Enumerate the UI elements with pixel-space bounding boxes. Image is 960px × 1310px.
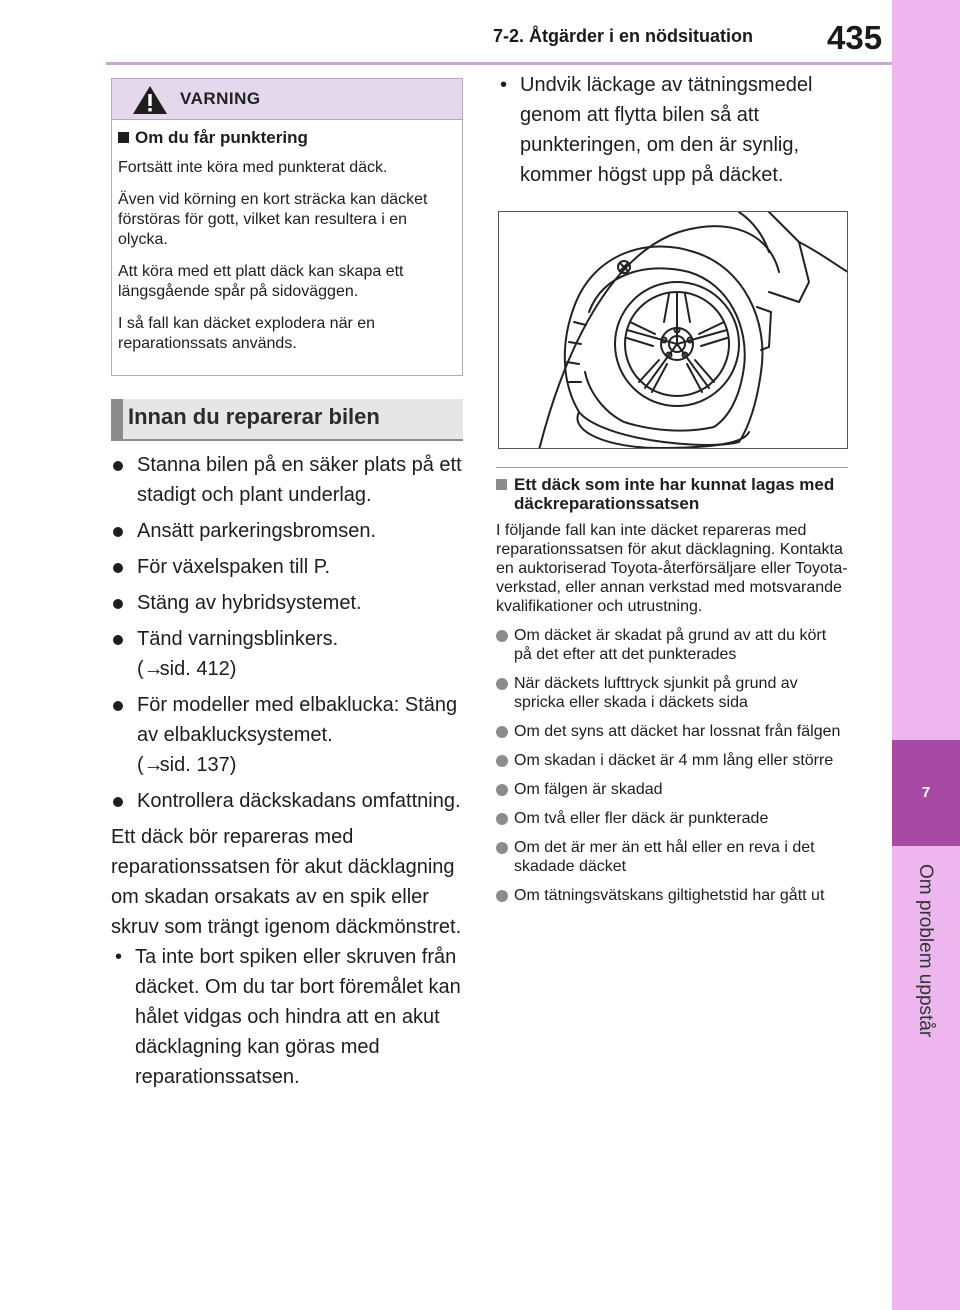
circle-bullet-icon bbox=[496, 784, 508, 796]
warning-box bbox=[111, 78, 463, 376]
chapter-side-tab bbox=[892, 0, 960, 1310]
list-item: Kontrollera däckskadans omfattning. bbox=[111, 786, 463, 816]
warning-paragraph: Även vid körning en kort sträcka kan däcket förstöras för gott, vilket kan resultera i en olycka. bbox=[118, 191, 428, 248]
warning-label: VARNING bbox=[180, 89, 261, 108]
list-item: Om tätningsvätskans giltighetstid har gått ut bbox=[496, 886, 848, 905]
warning-paragraph: Fortsätt inte köra med punkterat däck. bbox=[118, 159, 388, 176]
figure-divider bbox=[496, 467, 848, 468]
sub-list-item: • Ta inte bort spiken eller skruven från däcket. Om du tar bort föremålet kan hålet vidgas och hindra att en akut däcklagning kan göras med reparationssatsen. bbox=[111, 942, 463, 1092]
section-heading-text: Innan du reparerar bilen bbox=[128, 404, 380, 429]
right-column bbox=[496, 475, 848, 915]
circle-bullet-icon bbox=[496, 890, 508, 902]
warning-paragraph: I så fall kan däcket explodera när en reparationssats används. bbox=[118, 315, 376, 352]
section-heading bbox=[111, 399, 463, 441]
body-paragraph: Ett däck bör repareras med reparationssatsen för akut däcklagning om skadan orsakats av en spik eller skruv som trängt igenom däckmönstret. bbox=[111, 826, 462, 938]
list-item: Stanna bilen på en säker plats på ett stadigt och plant underlag. bbox=[111, 450, 463, 510]
list-item: Om två eller fler däck är punkterade bbox=[496, 809, 848, 828]
warning-paragraph: Att köra med ett platt däck kan skapa ett längsgående spår på sidoväggen. bbox=[118, 263, 404, 300]
list-item: Om fälgen är skadad bbox=[496, 780, 848, 799]
bullet-dot-icon bbox=[113, 635, 123, 645]
circle-bullet-icon bbox=[496, 630, 508, 642]
arrow-right-icon: → bbox=[143, 658, 164, 680]
sub-list-item: • Undvik läckage av tätningsmedel genom att flytta bilen så att punkteringen, om den är synlig, kommer högst upp på däcket. bbox=[496, 70, 848, 190]
warning-header bbox=[112, 79, 462, 120]
list-item: Om skadan i däcket är 4 mm lång eller större bbox=[496, 751, 848, 770]
circle-bullet-icon bbox=[496, 813, 508, 825]
page-reference[interactable]: (→sid. 412) bbox=[137, 654, 463, 684]
circle-bullet-icon bbox=[496, 755, 508, 767]
page-reference[interactable]: (→sid. 137) bbox=[137, 750, 463, 780]
bullet-dot-icon bbox=[113, 527, 123, 537]
left-column bbox=[111, 450, 463, 1092]
body-paragraph: I följande fall kan inte däcket repareras med reparationssatsen för akut däcklagning. Kontakta en auktoriserad Toyota-återförsäljare eller Toyota-verkstad, eller annan verkstad med motsvarande kvalifikationer och utrustning. bbox=[496, 522, 848, 615]
warning-body bbox=[112, 120, 462, 354]
square-bullet-icon bbox=[496, 479, 507, 490]
list-item: När däckets lufttryck sjunkit på grund av spricka eller skada i däckets sida bbox=[496, 674, 848, 712]
small-bullet-icon: • bbox=[115, 946, 123, 968]
list-item: Om det syns att däcket har lossnat från fälgen bbox=[496, 722, 848, 741]
list-item: Om det är mer än ett hål eller en reva i det skadade däcket bbox=[496, 838, 848, 876]
list-item: Tänd varningsblinkers. (→sid. 412) bbox=[111, 624, 463, 684]
list-item: Ansätt parkeringsbromsen. bbox=[111, 516, 463, 546]
list-item: Om däcket är skadat på grund av att du kört på det efter att det punkterades bbox=[496, 626, 848, 664]
circle-bullet-icon bbox=[496, 842, 508, 854]
circle-bullet-icon bbox=[496, 678, 508, 690]
bullet-dot-icon bbox=[113, 599, 123, 609]
square-bullet-icon bbox=[118, 132, 129, 143]
bullet-dot-icon bbox=[113, 797, 123, 807]
header-divider bbox=[106, 62, 892, 65]
section-heading-bar bbox=[111, 399, 123, 439]
warning-triangle-icon bbox=[132, 85, 168, 115]
section-title: 7-2. Åtgärder i en nödsituation bbox=[493, 26, 754, 46]
bullet-dot-icon bbox=[113, 461, 123, 471]
chapter-number: 7 bbox=[921, 784, 931, 801]
chapter-label: Om problem uppstår bbox=[915, 864, 936, 1038]
subsection-heading: Ett däck som inte har kunnat lagas med däckreparationssatsen bbox=[496, 475, 848, 513]
list-item: För växelspaken till P. bbox=[111, 552, 463, 582]
warning-subheading: Om du får punktering bbox=[118, 128, 456, 148]
page-number: 435 bbox=[827, 19, 883, 56]
small-bullet-icon: • bbox=[500, 74, 508, 96]
arrow-right-icon: → bbox=[143, 754, 164, 776]
tire-illustration bbox=[498, 211, 848, 449]
list-item: Stäng av hybridsystemet. bbox=[111, 588, 463, 618]
list-item: För modeller med elbaklucka: Stäng av elbaklucksystemet. (→sid. 137) bbox=[111, 690, 463, 780]
bullet-dot-icon bbox=[113, 701, 123, 711]
tire-drawing bbox=[499, 212, 848, 449]
bullet-dot-icon bbox=[113, 563, 123, 573]
right-column-top bbox=[496, 70, 848, 190]
circle-bullet-icon bbox=[496, 726, 508, 738]
